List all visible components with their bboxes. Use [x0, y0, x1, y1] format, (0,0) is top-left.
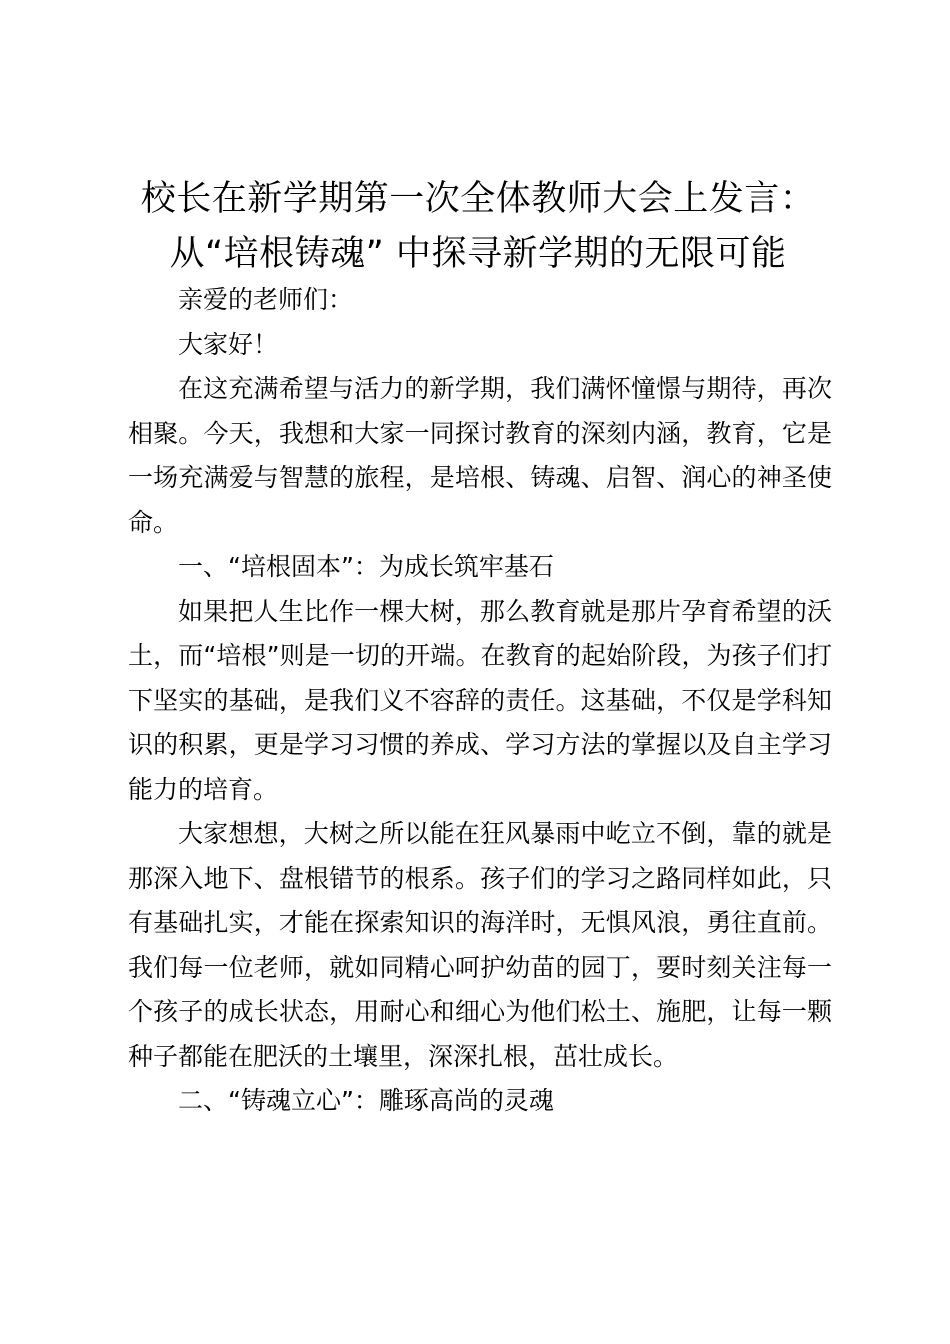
salutation: 亲爱的老师们：	[178, 285, 354, 314]
section-1-paragraph-1: 如果把人生比作一棵大树，那么教育就是那片孕育希望的沃土，而“培根”则是一切的开端。在教育的起始阶段，为孩子们打下坚实的基础，是我们义不容辞的责任。这基础，不仅是学科知识的积累，更是学习习惯的养成、学习方法的掌握以及自主学习能力的培育。	[128, 596, 832, 804]
document-body	[128, 278, 832, 1124]
section-1-paragraph-2: 大家想想，大树之所以能在狂风暴雨中屹立不倒，靠的就是那深入地下、盘根错节的根系。孩子们的学习之路同样如此，只有基础扎实，才能在探索知识的海洋时，无惧风浪，勇往直前。我们每一位老师，就如同精心呵护幼苗的园丁，要时刻关注每一个孩子的成长状态，用耐心和细心为他们松土、施肥，让每一颗种子都能在肥沃的土壤里，深深扎根，茁壮成长。	[128, 819, 832, 1071]
intro-paragraph: 在这充满希望与活力的新学期，我们满怀憧憬与期待，再次相聚。今天，我想和大家一同探讨教育的深刻内涵，教育，它是一场充满爱与智慧的旅程，是培根、铸魂、启智、润心的神圣使命。	[128, 374, 832, 537]
section-1-heading: 一、“培根固本”：为成长筑牢基石	[178, 552, 554, 581]
greeting: 大家好！	[178, 329, 279, 359]
section-2-heading: 二、“铸魂立心”：雕琢高尚的灵魂	[178, 1086, 554, 1115]
document-title: 校长在新学期第一次全体教师大会上发言：从“培根铸魂” 中探寻新学期的无限可能	[140, 179, 816, 274]
